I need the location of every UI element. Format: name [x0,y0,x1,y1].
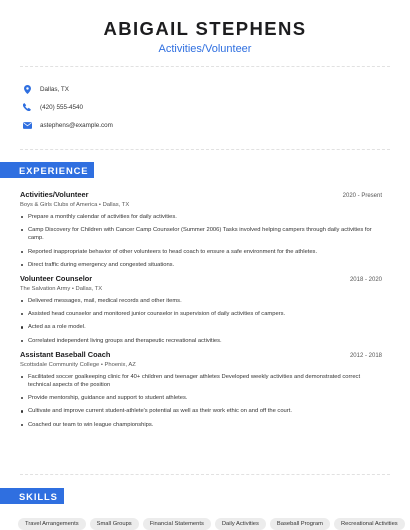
bullet-item: Direct traffic during emergency and congested situations. [20,261,382,269]
resume-header [0,0,410,56]
skills-list [18,518,398,530]
bullet-item: Correlated independent living groups and therapeutic recreational activities. [20,337,382,345]
job-bullets [20,213,382,269]
bullet-item: Camp Discovery for Children with Cancer Camp Counselor (Summer 2006) Tasks involved helping campers through daily activities for camp. [20,226,382,242]
phone-icon [22,102,32,112]
contact-list [22,80,382,134]
bullet-item: Facilitated soccer goalkeeping clinic for 40+ children and teenager athletes Developed weekly activities and demonstrated correct technical aspects of the position [20,373,382,389]
contact-email-text: astephens@example.com [40,121,113,129]
bullet-item: Coached our team to win league championships. [20,421,382,429]
bullet-item: Acted as a role model. [20,323,382,331]
bullet-item: Provide mentorship, guidance and support to student athletes. [20,394,382,402]
map-pin-icon [22,84,32,94]
bullet-item: Delivered messages, mail, medical records and other items. [20,297,382,305]
job-organization: The Salvation Army • Dallas, TX [20,286,103,293]
job-title: Assistant Baseball Coach [20,349,111,359]
section-heading-skills: SKILLS [0,488,64,504]
job-dates: 2020 - Present [342,193,382,199]
skill-chip: Travel Arrangements [18,518,86,530]
experience-item [20,274,382,345]
candidate-title: Activities/Volunteer [158,43,252,55]
divider [20,474,390,475]
experience-item [20,350,382,429]
divider [20,66,390,67]
job-organization: Scottsdale Community College • Phoenix, AZ [20,361,136,368]
divider [20,149,390,150]
bullet-item: Assisted head counselor and monitored junior counselor in supervision of daily activities of campers. [20,310,382,318]
job-bullets [20,373,382,429]
job-title: Activities/Volunteer [20,190,89,199]
bullet-item: Prepare a monthly calendar of activities for daily activities. [20,213,382,221]
experience-item [20,190,382,269]
skill-chip: Daily Activities [215,518,266,530]
contact-location-text: Dallas, TX [40,85,69,93]
job-dates: 2018 - 2020 [349,277,382,284]
skill-chip: Small Groups [90,518,139,530]
skill-chip: Recreational Activities [334,518,405,530]
job-title: Volunteer Counselor [20,274,93,284]
experience-list [20,190,382,434]
skill-chip: Financial Statements [143,518,211,530]
envelope-icon [22,120,32,130]
section-heading-experience: EXPERIENCE [0,162,94,178]
bullet-item: Cultivate and improve current student-athlete's potential as well as their work ethic on and off the court. [20,407,382,415]
job-dates: 2012 - 2018 [349,352,382,359]
job-bullets [20,297,382,345]
candidate-name: ABIGAIL STEPHENS [103,18,307,39]
job-organization: Boys & Girls Clubs of America • Dallas, TX [20,202,130,208]
contact-email [22,116,382,134]
contact-location [22,80,382,98]
bullet-item: Reported inappropriate behavior of other volunteers to head coach to ensure a safe environment for the athletes. [20,248,382,256]
skill-chip: Baseball Program [270,518,330,530]
contact-phone [22,98,382,116]
contact-phone-text: (420) 555-4540 [40,103,84,111]
